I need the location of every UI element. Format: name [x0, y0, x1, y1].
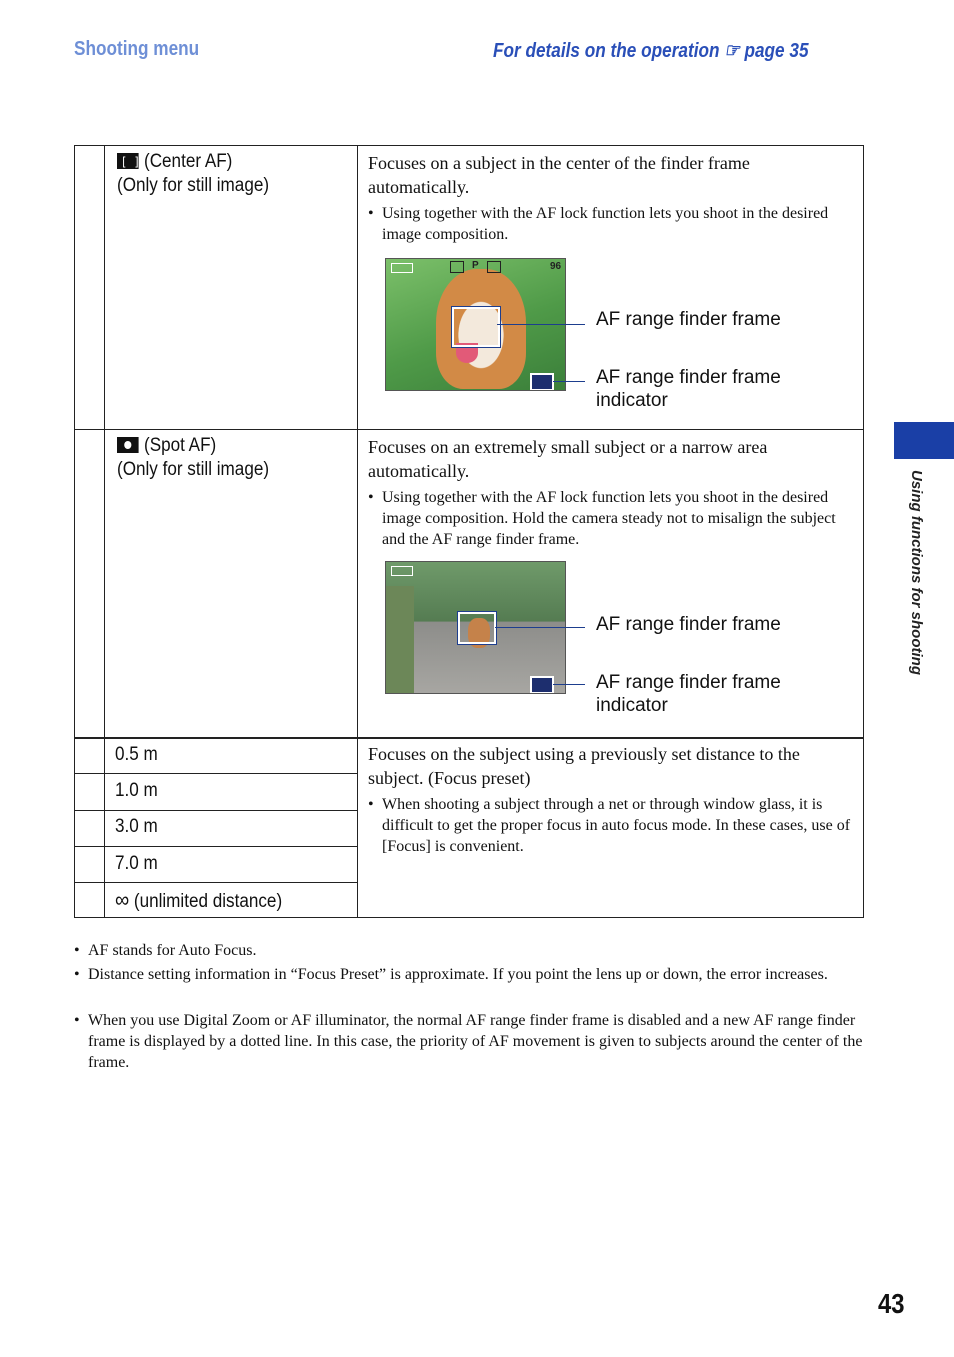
- callout-line: [495, 627, 585, 628]
- spot-af-bullet: • Using together with the AF lock function lets you shoot in the desired image composition. Hold the camera steady not to misalign the subject and the AF range finder frame.: [368, 489, 836, 548]
- af-range-finder-frame: [452, 307, 500, 347]
- center-af-description: Focuses on a subject in the center of the finder frame automatically.: [368, 153, 750, 197]
- distance-7-0: 7.0 m: [115, 853, 158, 874]
- foliage-image: [386, 586, 414, 694]
- spot-af-label: (Spot AF) (Only for still image): [117, 435, 270, 480]
- center-af-bullet: • Using together with the AF lock function lets you shoot in the desired image composition.: [368, 205, 829, 243]
- center-af-icon: [117, 153, 139, 169]
- note-item: • Distance setting information in “Focus Preset” is approximate. If you point the lens up or down, the error increases.: [74, 966, 828, 983]
- battery-icon: [391, 263, 413, 273]
- center-af-label: [ ](Center AF) (Only for still image): [117, 150, 269, 198]
- focus-table: [74, 145, 864, 918]
- callout-af-frame: AF range finder frame: [596, 309, 781, 330]
- operation-reference: For details on the operation ☞ page 35: [493, 40, 809, 62]
- af-range-finder-frame: [458, 612, 496, 644]
- center-af-indicator-icon: [530, 373, 554, 391]
- callout-line: [553, 684, 585, 685]
- remaining-shots: 96: [550, 261, 562, 272]
- callout-af-indicator: AF range finder frame indicator: [596, 367, 781, 411]
- mode-icon: [450, 261, 464, 273]
- infinity-icon: ∞: [115, 887, 130, 912]
- distance-infinity: ∞ (unlimited distance): [115, 887, 283, 912]
- note-item: • AF stands for Auto Focus.: [74, 942, 257, 959]
- focus-preset-description: Focuses on the subject using a previously set distance to the subject. (Focus preset): [368, 744, 800, 788]
- spot-af-icon: [117, 437, 139, 453]
- callout-line: [553, 381, 585, 382]
- battery-icon: [391, 566, 413, 576]
- callout-af-indicator: AF range finder frame indicator: [596, 672, 781, 716]
- chapter-label: Using functions for shooting: [908, 470, 925, 675]
- distance-1-0: 1.0 m: [115, 780, 158, 801]
- chapter-tab: [894, 422, 954, 459]
- spot-af-description: Focuses on an extremely small subject or a narrow area automatically.: [368, 437, 768, 481]
- callout-af-frame: AF range finder frame: [596, 614, 781, 635]
- program-mode-indicator: P: [472, 260, 479, 271]
- stabilizer-icon: [487, 261, 501, 273]
- callout-line: [497, 324, 585, 325]
- note-item: • When you use Digital Zoom or AF illuminator, the normal AF range finder frame is disabled and a new AF range finder frame is displayed by a dotted line. In this case, the priority of AF movement is given to subjects around the center of the frame.: [74, 1012, 863, 1071]
- distance-0-5: 0.5 m: [115, 744, 158, 765]
- distance-3-0: 3.0 m: [115, 816, 158, 837]
- focus-preset-bullet: • When shooting a subject through a net or through window glass, it is difficult to get the proper focus in auto focus mode. In these cases, use of [Focus] is convenient.: [368, 796, 851, 855]
- page-number: 43: [878, 1288, 905, 1319]
- spot-af-indicator-icon: [530, 676, 554, 694]
- section-title: Shooting menu: [74, 38, 200, 60]
